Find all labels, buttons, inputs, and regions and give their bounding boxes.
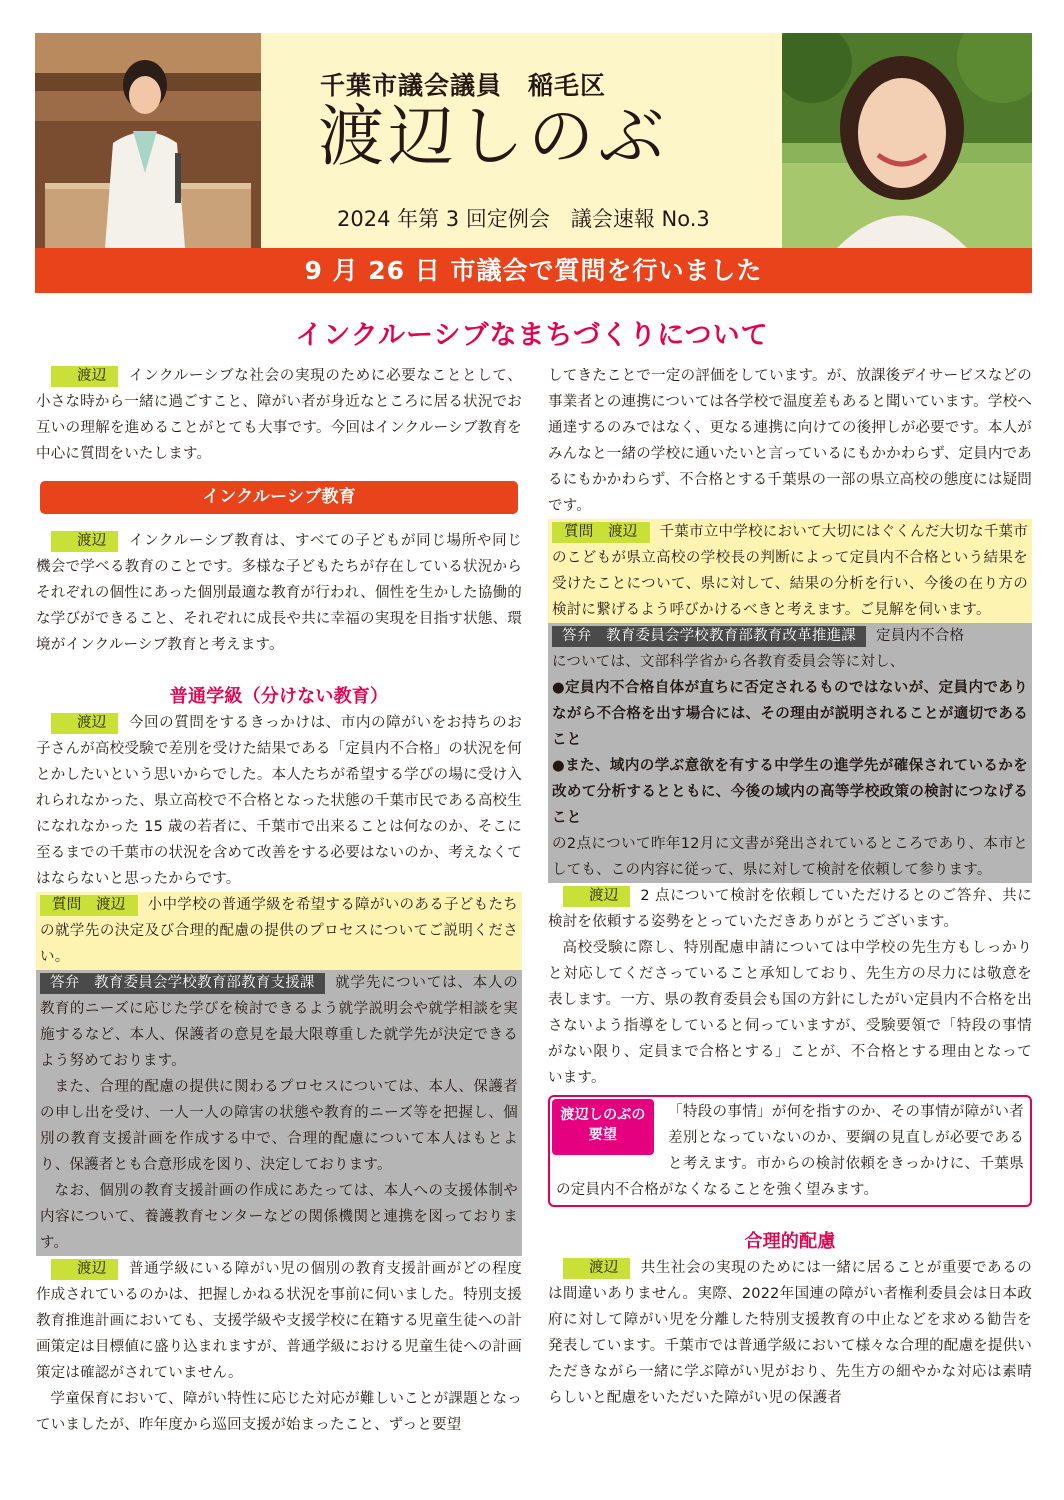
request-badge: 渡辺しのぶの 要望 — [552, 1099, 654, 1155]
follow-paragraph-1: 渡辺 普通学級にいる障がい児の個別の教育支援計画がどの程度作成されているのかは、把握しかねる状況を事前に伺いました。特別支援教育推進計画においても、支援学級や支援学校に在籍する児童生徒への計画策定は目標値に盛り込まれますが、普通学級における児童生徒への計画策定は確認がされていません。 — [36, 1261, 522, 1381]
question-tag: 質問 渡辺 — [552, 522, 650, 543]
speaker-tag: 渡辺 — [563, 1258, 631, 1279]
continued-paragraph: してきたことで一定の評価をしています。が、放課後デイサービスなどの事業者との連携については各学校で温度差もあると聞いています。学校へ通達するのみではなく、更なる連携に向けての後押しが必要です。本人がみんなと一緒の学校に通いたいと言っているにもかかわらず、定員内であるにもかかわらず、不合格とする千葉県の一部の県立高校の態度には疑問です。 — [548, 368, 1032, 514]
left-column — [36, 363, 522, 1438]
speaker-tag: 渡辺 — [51, 713, 119, 734]
request-text: 「特段の事情」が何を指すのか、その事情が障がい者差別となっていないのか、要綱の見直しが必要であると考えます。市からの検討依頼をきっかけに、千葉県の定員内不合格がなくなることを強く望みます。 — [556, 1104, 1024, 1198]
section-heading-reasonable-accommodation: 合理的配慮 — [744, 1231, 836, 1252]
question-block-1: 質問 渡辺 小中学校の普通学級を希望する障がいのある子どもたちの就学先の決定及び合理的配慮の提供のプロセスについてご説明ください。 — [36, 892, 522, 970]
issue-label: 2024 年第 3 回定例会 議会速報 No.3 — [337, 207, 710, 231]
intro-paragraph: 渡辺 インクルーシブな社会の実現のために必要なこととして、小さな時から一緒に過ごすこと、障がい者が身近なところに居る状況でお互いの理解を進めることがとても大事です。今回はインクルーシブ教育を中心に質問をいたします。 — [36, 368, 522, 462]
portrait-photo — [782, 33, 1032, 248]
main-title: インクルーシブなまちづくりについて — [295, 320, 769, 351]
section3-paragraph: 渡辺 共生社会の実現のためには一緒に居ることが重要であるのは間違いありません。実際、2022年国連の障がい者権利委員会は日本政府に対して障がい児を分離した特別支援教育の中止などを求める勧告を発表しています。千葉市では普通学級において様々な合理的配慮を提供いただきながら一緒に学ぶ障がい児がおり、先生方の細やかな対応は素晴らしいと配慮をいただいた障がい児の保護者 — [548, 1260, 1032, 1406]
request-box — [548, 1095, 1032, 1207]
council-speech-photo — [35, 33, 261, 248]
header-banner: 9 月 26 日 市議会で質問を行いました — [35, 248, 1032, 293]
answer-tag: 答弁 教育委員会学校教育部教育支援課 — [40, 973, 325, 994]
question-block-2: 質問 渡辺 千葉市立中学校において大切にはぐくんだ大切な千葉市のこどもが県立高校の学校長の判断によって定員内不合格という結果を受けたことについて、県に対して、結果の分析を行い、今後の在り方の検討に繋げるよう呼びかけるべきと考えます。ご見解を伺います。 — [548, 519, 1032, 623]
section1-paragraph: 渡辺 インクルーシブ教育は、すべての子どもが同じ場所や同じ機会で学べる教育のことです。多様な子どもたちが存在している状況からそれぞれの個性にあった個別最適な教育が行われ、個性を生かした協働的な学びができること、それぞれに成長や共に幸福の実現を目指す状態、環境がインクルーシブ教育と考えます。 — [36, 533, 522, 653]
speaker-tag: 渡辺 — [51, 366, 119, 387]
councilor-name: 渡辺しのぶ — [318, 98, 668, 175]
right-column — [548, 363, 1032, 1411]
follow-paragraph-2: 学童保育において、障がい特性に応じた対応が難しいことが課題となっていましたが、昨年度から巡回支援が始まったこと、ずっと要望 — [36, 1391, 522, 1433]
section-heading-regular-class: 普通学級（分けない教育） — [169, 686, 389, 707]
speaker-tag: 渡辺 — [563, 886, 631, 907]
speaker-tag: 渡辺 — [51, 1259, 119, 1280]
section-heading-inclusive: インクルーシブ教育 — [40, 481, 518, 514]
answer-tag: 答弁 教育委員会学校教育部教育改革推進課 — [552, 626, 866, 647]
section2-paragraph: 渡辺 今回の質問をするきっかけは、市内の障がいをお持ちのお子さんが高校受験で差別を受けた結果である「定員内不合格」の状況を何とかしたいという思いからでした。本人たちが希望する学びの場に受け入れられなかった、県立高校で不合格となった状態の千葉市民である高校生になれなかった 15 歳の若者に、千葉市で出来ることは何なのか、そこに至るまでの千葉市の状況を含めて改善をする必要はないのか、考えなくてはならないと思ったからです。 — [36, 715, 522, 887]
answer-block-2: 答弁 教育委員会学校教育部教育改革推進課 定員内不合格 については、文部科学省から各教育委員会等に対し、 ●定員内不合格自体が直ちに否定されるものではないが、定員内でありながら不合格を出す場合には、その理由が説明されることが適切であること ●また、域内の学ぶ意欲を有する中学生の進学先が確保されているかを改めて分析するとともに、今後の域内の高等学校政策の検討につなげること の2点について昨年12月に文書が発出されているところであり、本市としても、この内容に従って、県に対して検討を依頼して参ります。 — [548, 623, 1032, 883]
speaker-tag: 渡辺 — [51, 531, 119, 552]
header-subtitle: 千葉市議会議員 稲毛区 — [320, 71, 607, 100]
follow-paragraph-4: 高校受験に際し、特別配慮申請については中学校の先生方もしっかりと対応してくださっていること承知しており、先生方の尽力には敬意を表します。一方、県の教育委員会も国の方針にしたがい定員内不合格を出さないよう指導をしていると伺っていますが、受験要領で「特段の事情がない限り、定員まで合格とする」ことが、不合格とする理由となっています。 — [548, 940, 1032, 1086]
question-tag: 質問 渡辺 — [40, 895, 138, 916]
follow-paragraph-3: 渡辺 2 点について検討を依頼していただけるとのご答弁、共に検討を依頼する姿勢をとっていただきありがとうございます。 — [548, 888, 1032, 930]
answer-block-1: 答弁 教育委員会学校教育部教育支援課 就学先については、本人の教育的ニーズに応じた学びを検討できるよう就学説明会や就学相談を実施するなど、本人、保護者の意見を最大限尊重した就学先が決定できるよう努めております。 また、合理的配慮の提供に関わるプロセスについては、本人、保護者の申し出を受け、一人一人の障害の状態や教育的ニーズ等を把握し、個別の教育支援計画を作成する中で、合理的配慮について本人はもとより、保護者とも合意形成を図り、決定しております。 なお、個別の教育支援計画の作成にあたっては、本人への支援体制や内容について、養護教育センターなどの関係機関と連携を図っております。 — [36, 970, 522, 1256]
